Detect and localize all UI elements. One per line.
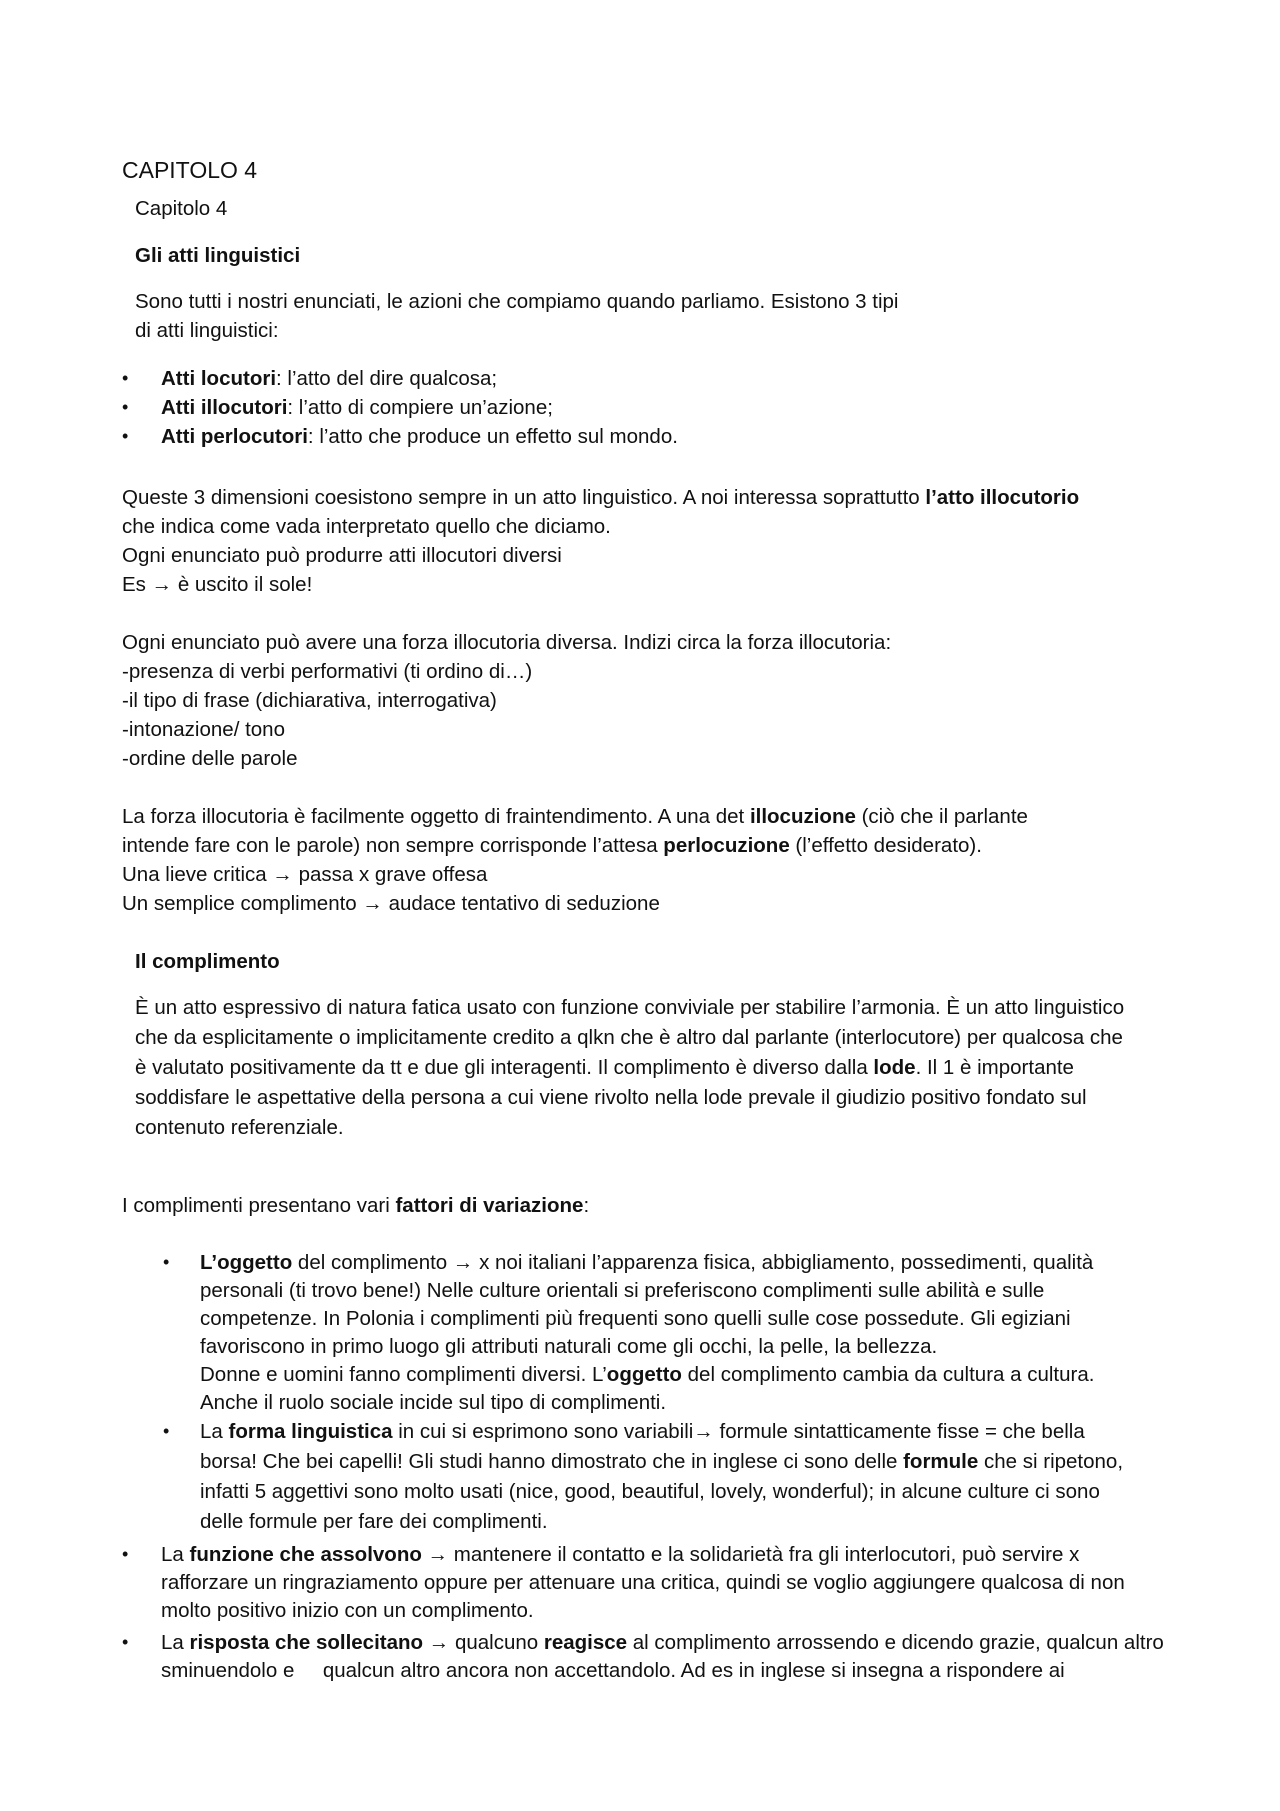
- text-line: [135, 1053, 1074, 1082]
- text-span: La: [161, 1543, 190, 1566]
- text-span: del complimento cambia da cultura a cultura.: [681, 1363, 1095, 1386]
- text-line: [200, 1447, 1123, 1476]
- text-span: intende fare con le parole) non sempre corrisponde l’attesa: [122, 834, 664, 857]
- text-line: che da esplicitamente o implicitamente credito a qlkn che è altro dal parlante (interlocutore) per qualcosa che: [135, 1026, 1123, 1049]
- bold-term: lode: [873, 1056, 916, 1079]
- chapter-subtitle: Capitolo 4: [135, 197, 228, 220]
- term: Atti locutori: [161, 367, 277, 390]
- text-line: -ordine delle parole: [122, 747, 298, 770]
- text-span: è valutato positivamente da tt e due gli interagenti. Il complimento è diverso dalla: [135, 1056, 874, 1079]
- bold-term: perlocuzione: [663, 834, 790, 857]
- text-line: Ogni enunciato può avere una forza illocutoria diversa. Indizi circa la forza illocutoria:: [122, 631, 892, 654]
- definition: : l’atto del dire qualcosa;: [276, 367, 498, 390]
- text-span: La: [200, 1420, 229, 1443]
- text-line: Es → è uscito il sole!: [122, 573, 313, 596]
- text-line: delle formule per fare dei complimenti.: [200, 1510, 548, 1533]
- text-line: Anche il ruolo sociale incide sul tipo di complimenti.: [200, 1391, 667, 1414]
- term: Atti illocutori: [161, 396, 288, 419]
- bullet: •: [122, 1544, 129, 1564]
- text-line: [200, 1248, 1093, 1277]
- text-line: -presenza di verbi performativi (ti ordino di…): [122, 660, 533, 683]
- text-line: che indica come vada interpretato quello che diciamo.: [122, 515, 611, 538]
- bullet: •: [122, 368, 129, 388]
- bold-term: reagisce: [543, 1631, 628, 1654]
- bold-term: l’atto illocutorio: [925, 486, 1080, 509]
- text-span: (ciò che il parlante: [855, 805, 1028, 828]
- text-line: È un atto espressivo di natura fatica usato con funzione conviviale per stabilire l’armonia. È un atto linguistico: [135, 996, 1125, 1019]
- text-line: [122, 831, 982, 860]
- bold-term: risposta che sollecitano: [189, 1631, 424, 1654]
- section-heading-atti: Gli atti linguistici: [135, 244, 301, 267]
- text-line: favoriscono in primo luogo gli attributi naturali come gli occhi, la pelle, la bellezza.: [200, 1335, 938, 1358]
- bold-term: illocuzione: [749, 805, 856, 828]
- text-span: del complimento → x noi italiani l’apparenza fisica, abbigliamento, possedimenti, qualità: [292, 1251, 1094, 1274]
- text-line: [200, 1417, 1085, 1446]
- bold-term: oggetto: [606, 1363, 682, 1386]
- text-line: competenze. In Polonia i complimenti più frequenti sono quelli sulle cose possedute. Gli egiziani: [200, 1307, 1071, 1330]
- text-span: La forza illocutoria è facilmente oggetto di fraintendimento. A una det: [122, 805, 750, 828]
- text-span: I complimenti presentano vari: [122, 1194, 396, 1217]
- intro-line-2: di atti linguistici:: [135, 319, 279, 342]
- atti-types-list: [122, 364, 678, 451]
- text-line: [122, 483, 1079, 512]
- chapter-title: CAPITOLO 4: [122, 157, 258, 183]
- text-span: (l’effetto desiderato).: [789, 834, 982, 857]
- text-span: in cui si esprimono sono variabili→ formule sintatticamente fisse = che bella: [392, 1420, 1085, 1443]
- list-item: [122, 364, 678, 393]
- text-span: :: [583, 1194, 590, 1217]
- text-span: al complimento arrossendo e dicendo grazie, qualcun altro: [627, 1631, 1164, 1654]
- text-span: La: [161, 1631, 190, 1654]
- bullet: •: [122, 426, 129, 446]
- definition: : l’atto che produce un effetto sul mondo.: [307, 425, 678, 448]
- text-span: Queste 3 dimensioni coesistono sempre in un atto linguistico. A noi interessa soprattutto: [122, 486, 926, 509]
- text-line: infatti 5 aggettivi sono molto usati (nice, good, beautiful, lovely, wonderful); in alcune culture ci sono: [200, 1480, 1100, 1503]
- bullet: •: [163, 1252, 170, 1272]
- bold-term: formule: [903, 1450, 979, 1473]
- text-span: borsa! Che bei capelli! Gli studi hanno dimostrato che in inglese ci sono delle: [200, 1450, 904, 1473]
- text-line: -intonazione/ tono: [122, 718, 285, 741]
- list-item: [122, 393, 678, 422]
- text-line: rafforzare un ringraziamento oppure per attenuare una critica, quindi se voglio aggiungere qualcosa di non: [161, 1571, 1125, 1594]
- text-line: Una lieve critica → passa x grave offesa: [122, 863, 488, 886]
- text-line: [200, 1360, 1094, 1389]
- text-line: Ogni enunciato può produrre atti illocutori diversi: [122, 544, 562, 567]
- text-line: [122, 802, 1028, 831]
- intro-line-1: Sono tutti i nostri enunciati, le azioni che compiamo quando parliamo. Esistono 3 tipi: [135, 290, 899, 313]
- text-line: -il tipo di frase (dichiarativa, interrogativa): [122, 689, 497, 712]
- text-line: soddisfare le aspettative della persona a cui viene rivolto nella lode prevale il giudizio positivo fondato sul: [135, 1086, 1087, 1109]
- text-span: → qualcuno: [423, 1631, 544, 1654]
- text-line: sminuendolo e qualcun altro ancora non accettandolo. Ad es in inglese si insegna a rispondere ai: [161, 1659, 1065, 1682]
- term: Atti perlocutori: [161, 425, 308, 448]
- text-line: molto positivo inizio con un complimento.: [161, 1599, 534, 1622]
- text-line: [161, 1540, 1079, 1569]
- text-line: [161, 1628, 1164, 1657]
- bold-term: fattori di variazione: [395, 1194, 584, 1217]
- bold-term: funzione che assolvono: [189, 1543, 422, 1566]
- list-item: [122, 422, 678, 451]
- bold-term: forma linguistica: [228, 1420, 393, 1443]
- text-span: → mantenere il contatto e la solidarietà fra gli interlocutori, può servire x: [421, 1543, 1080, 1566]
- text-span: Donne e uomini fanno complimenti diversi. L’: [200, 1363, 607, 1386]
- bold-term: L’oggetto: [200, 1251, 293, 1274]
- text-span: che si ripetono,: [978, 1450, 1124, 1473]
- text-line: contenuto referenziale.: [135, 1116, 344, 1139]
- text-span: . Il 1 è importante: [915, 1056, 1074, 1079]
- section-heading-complimento: Il complimento: [135, 950, 280, 973]
- definition: : l’atto di compiere un’azione;: [287, 396, 553, 419]
- factors-intro: [122, 1191, 589, 1220]
- text-line: personali (ti trovo bene!) Nelle culture orientali si preferiscono complimenti sulle abilità e sulle: [200, 1279, 1045, 1302]
- bullet: •: [163, 1421, 170, 1441]
- bullet: •: [122, 397, 129, 417]
- bullet: •: [122, 1632, 129, 1652]
- text-line: Un semplice complimento → audace tentativo di seduzione: [122, 892, 660, 915]
